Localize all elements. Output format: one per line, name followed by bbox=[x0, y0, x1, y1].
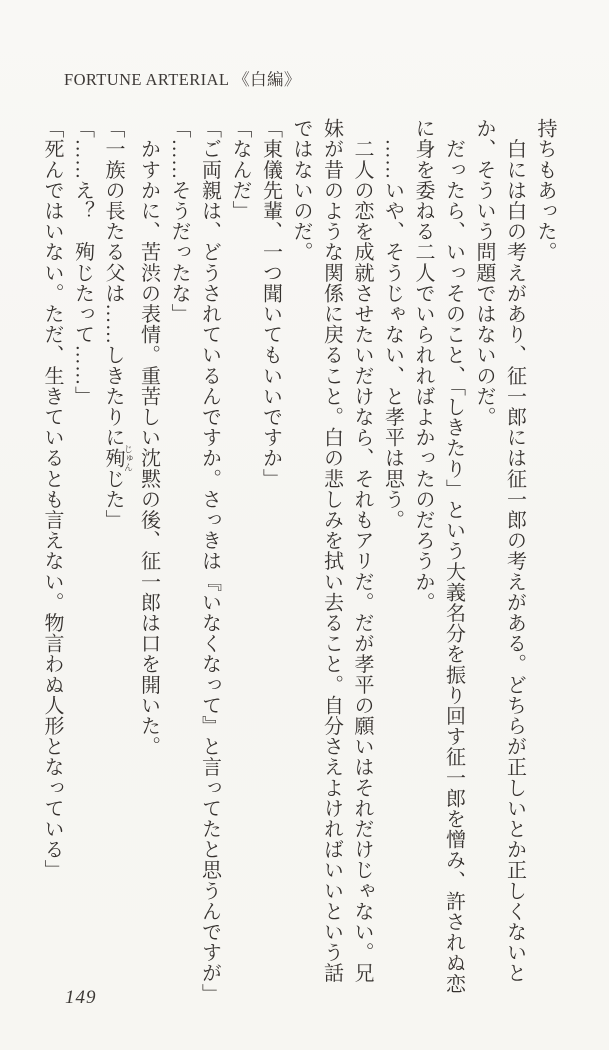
text-line: 「死んではいない。ただ、生きているとも言えない。物言わぬ人形となっている」 bbox=[41, 118, 63, 881]
page-number: 149 bbox=[65, 987, 97, 1008]
vertical-text-block bbox=[37, 118, 561, 1020]
text-line: 白には白の考えがあり、征一郎には征一郎の考えがある。どちらが正しいとか正しくないと bbox=[503, 118, 526, 984]
text-line: 「……え？ 殉じたって……」 bbox=[71, 118, 94, 407]
text-line: 持ちもあった。 bbox=[534, 118, 556, 263]
text-line: 「ご両親は、どうされているんですか。さっきは『いなくなって』と言ってたと思うんですが」 bbox=[198, 118, 221, 1004]
text-line: 「一族の長たる父は……しきたりに殉 じゅんじた」 bbox=[102, 118, 133, 531]
text-line: 二人の恋を成就させたいだけなら、それもアリだ。だが孝平の願いはそれだけじゃない。兄 bbox=[351, 118, 373, 984]
text-line: ……いや、そうじゃない、と孝平は思う。 bbox=[381, 118, 404, 530]
text-line: か、そういう問題ではないのだ。 bbox=[473, 118, 495, 427]
text-line: 妹が昔のような関係に戻ること。白の悲しみを拭い去ること。自分さえよければいいという話 bbox=[320, 118, 343, 984]
furigana-ruby: 殉 じゅん bbox=[102, 444, 133, 472]
running-header-title: FORTUNE ARTERIAL 《白編》 bbox=[64, 70, 301, 89]
text-line: 「東儀先輩、一つ聞いてもいいですか」 bbox=[259, 118, 282, 489]
text-line: 「……そうだったな」 bbox=[168, 118, 190, 324]
text-line: ではないのだ。 bbox=[290, 118, 312, 263]
text-line: かすかに、苦渋の表情。重苦しい沈黙の後、征一郎は口を開いた。 bbox=[137, 118, 160, 757]
text-line: 「なんだ」 bbox=[229, 118, 251, 221]
text-line: に身を委ねる二人でいられればよかったのだろうか。 bbox=[412, 118, 434, 613]
text-line: だったら、いっそのこと、「しきたり」という大義名分を振り回す征一郎を憎み、許されぬ恋 bbox=[442, 118, 465, 994]
